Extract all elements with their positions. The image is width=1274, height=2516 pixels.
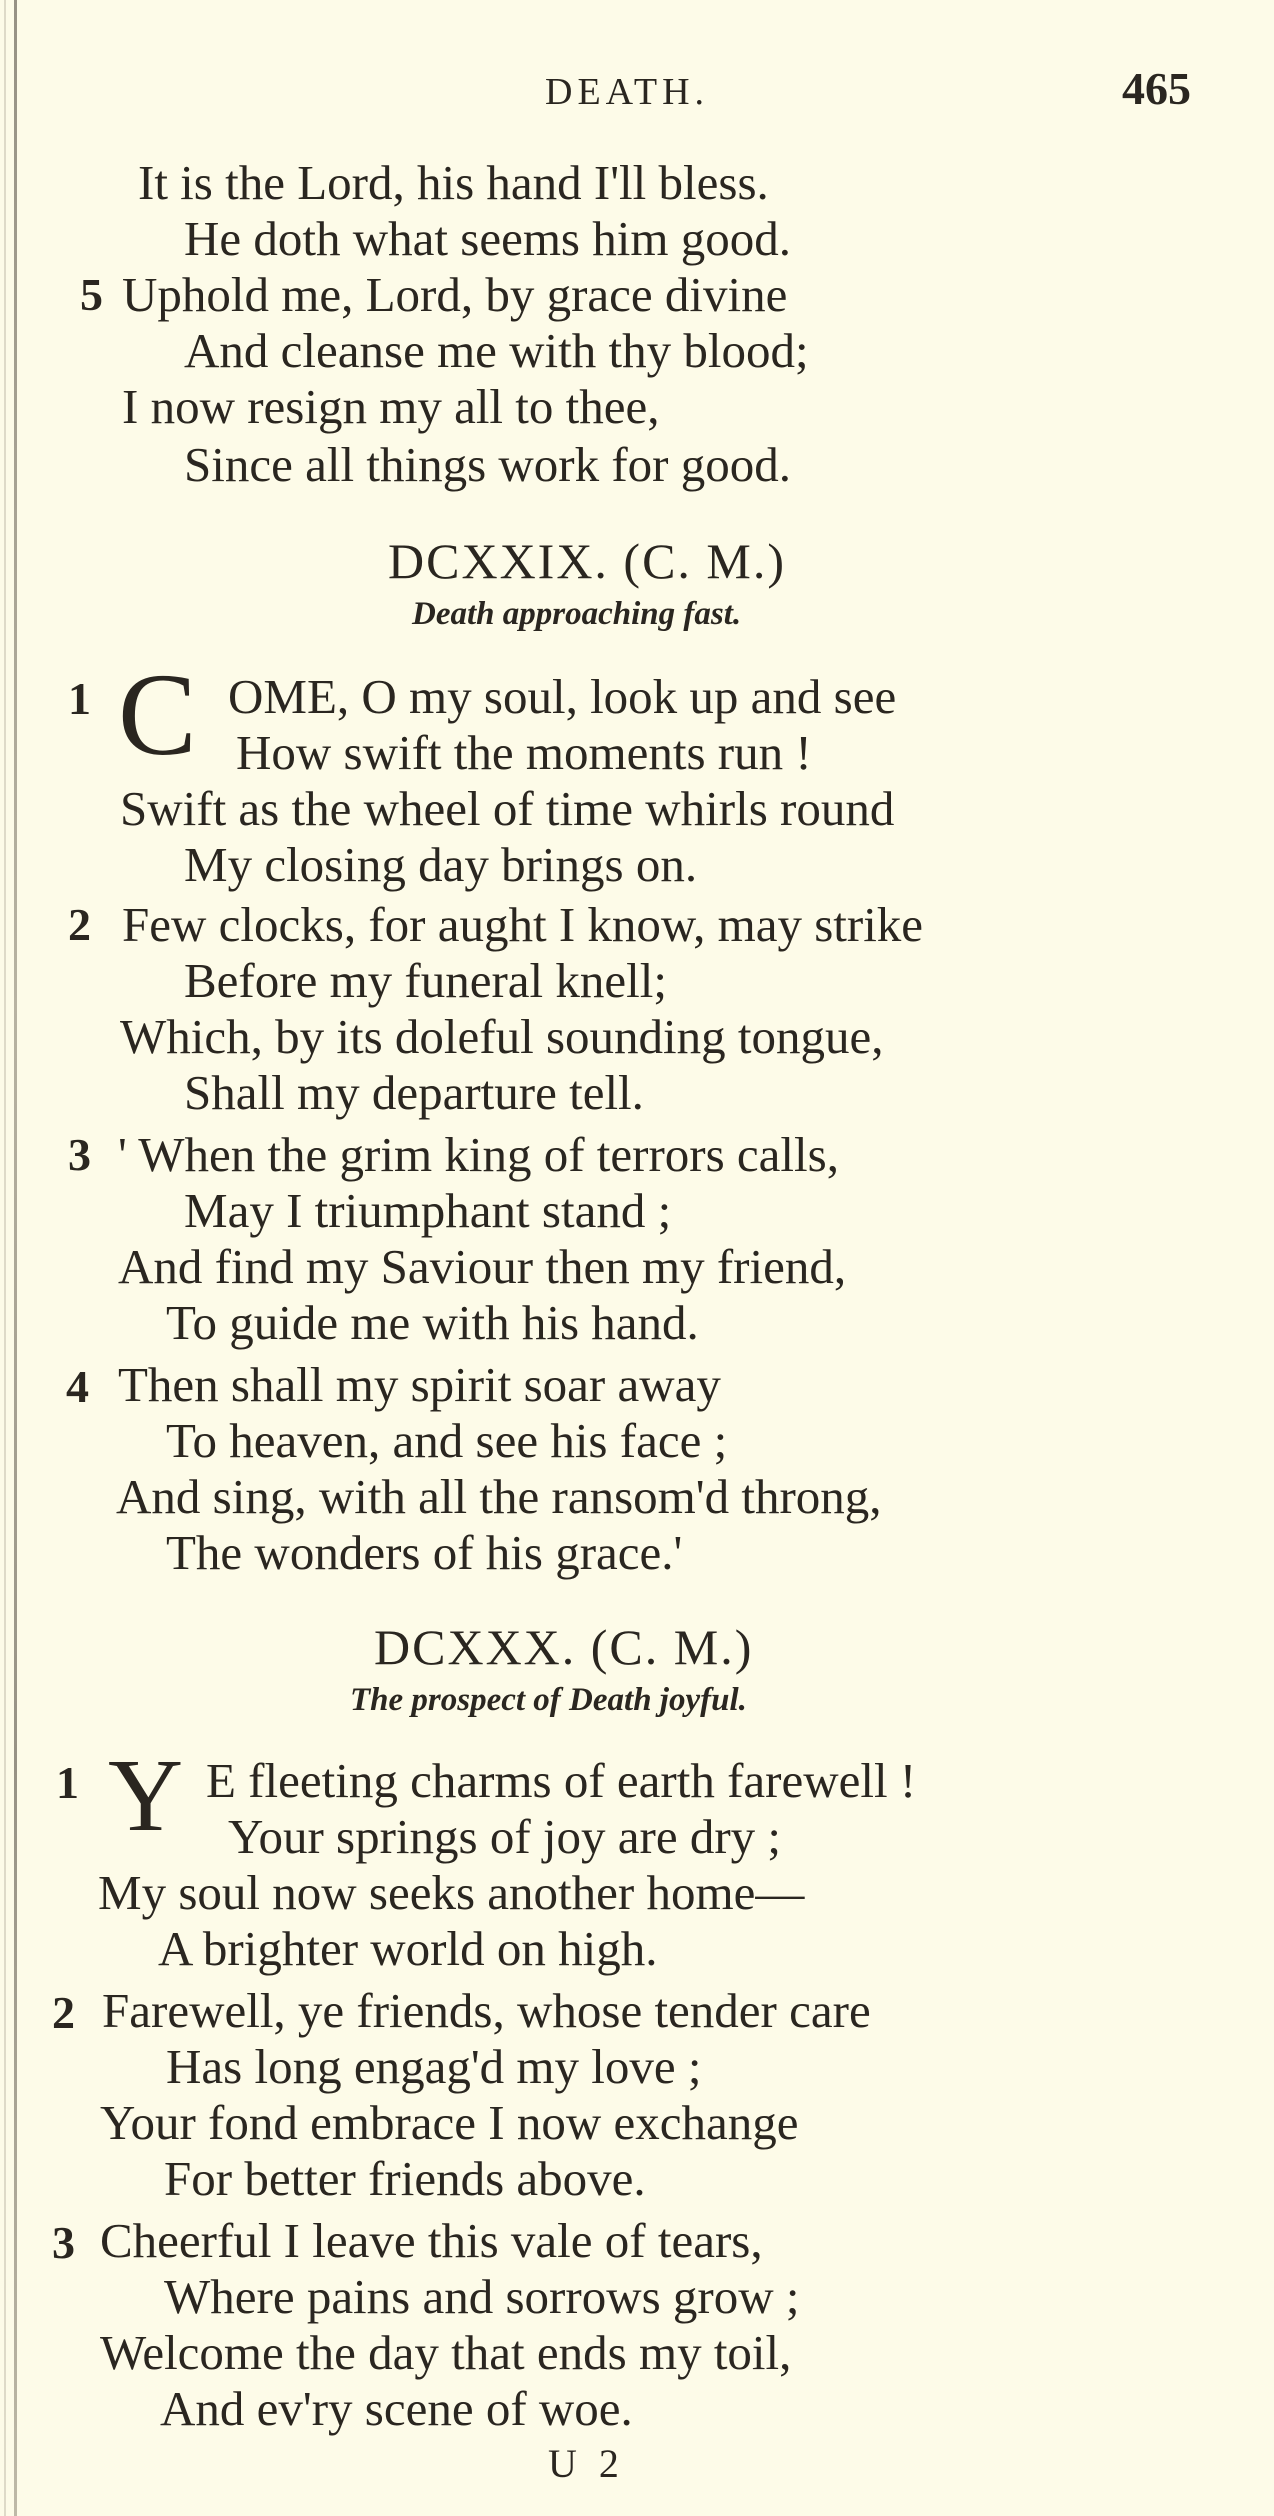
signature-mark: U 2 xyxy=(548,2441,625,2486)
page-number: 465 xyxy=(1122,63,1191,114)
verse-line: Few clocks, for aught I know, may strike xyxy=(122,897,924,952)
verse-line: Since all things work for good. xyxy=(184,437,791,492)
verse-line: My closing day brings on. xyxy=(184,837,698,892)
verse-line: I now resign my all to thee, xyxy=(122,379,660,434)
drop-cap: C xyxy=(118,649,197,780)
verse-line: Uphold me, Lord, by grace divine xyxy=(122,267,788,322)
verse-line: My soul now seeks another home— xyxy=(98,1865,805,1920)
page-edge-line xyxy=(14,0,17,2516)
verse-line: Your springs of joy are dry ; xyxy=(228,1809,782,1864)
verse-line: The wonders of his grace.' xyxy=(166,1525,683,1580)
stanza-number: 2 xyxy=(68,899,91,950)
stanza-number: 1 xyxy=(68,673,91,724)
verse-line: And ev'ry scene of woe. xyxy=(160,2381,633,2436)
verse-line: To heaven, and see his face ; xyxy=(166,1413,728,1468)
verse-line: Where pains and sorrows grow ; xyxy=(164,2269,800,2324)
hymn-subtitle: The prospect of Death joyful. xyxy=(350,1682,747,1718)
verse-line: To guide me with his hand. xyxy=(166,1295,699,1350)
verse-line: How swift the moments run ! xyxy=(236,725,812,780)
verse-line: And find my Saviour then my friend, xyxy=(118,1239,847,1294)
verse-line: ' When the grim king of terrors calls, xyxy=(118,1127,839,1182)
verse-line: May I triumphant stand ; xyxy=(184,1183,672,1238)
hymn-subtitle: Death approaching fast. xyxy=(412,596,742,632)
stanza-number: 3 xyxy=(68,1129,91,1180)
verse-line: And sing, with all the ransom'd throng, xyxy=(116,1469,882,1524)
verse-line: E fleeting charms of earth farewell ! xyxy=(206,1753,917,1808)
stanza-number: 1 xyxy=(56,1757,79,1808)
verse-line: It is the Lord, his hand I'll bless. xyxy=(138,155,769,210)
verse-line: Farewell, ye friends, whose tender care xyxy=(102,1983,871,2038)
page-edge-shadow xyxy=(4,0,6,2516)
hymn-title: DCXXIX. (C. M.) xyxy=(388,533,787,589)
verse-line: Shall my departure tell. xyxy=(184,1065,644,1120)
verse-line: And cleanse me with thy blood; xyxy=(184,323,809,378)
page-header xyxy=(0,62,1274,122)
verse-line: He doth what seems him good. xyxy=(184,211,791,266)
verse-line: OME, O my soul, look up and see xyxy=(228,669,897,724)
verse-line: Welcome the day that ends my toil, xyxy=(100,2325,792,2380)
drop-cap: Y xyxy=(108,1738,184,1853)
verse-line: Then shall my spirit soar away xyxy=(118,1357,721,1412)
stanza-number: 5 xyxy=(80,269,103,320)
stanza-number: 2 xyxy=(52,1987,75,2038)
verse-line: Cheerful I leave this vale of tears, xyxy=(100,2213,763,2268)
stanza-number: 3 xyxy=(52,2217,75,2268)
verse-line: Swift as the wheel of time whirls round xyxy=(120,781,895,836)
verse-line: Before my funeral knell; xyxy=(184,953,668,1008)
running-head: DEATH. xyxy=(545,71,710,113)
stanza-number: 4 xyxy=(66,1361,89,1412)
verse-line: A brighter world on high. xyxy=(158,1921,658,1976)
verse-line: Which, by its doleful sounding tongue, xyxy=(120,1009,884,1064)
hymn-title: DCXXX. (C. M.) xyxy=(374,1619,754,1675)
verse-line: Your fond embrace I now exchange xyxy=(100,2095,799,2150)
verse-line: Has long engag'd my love ; xyxy=(166,2039,702,2094)
verse-line: For better friends above. xyxy=(164,2151,646,2206)
